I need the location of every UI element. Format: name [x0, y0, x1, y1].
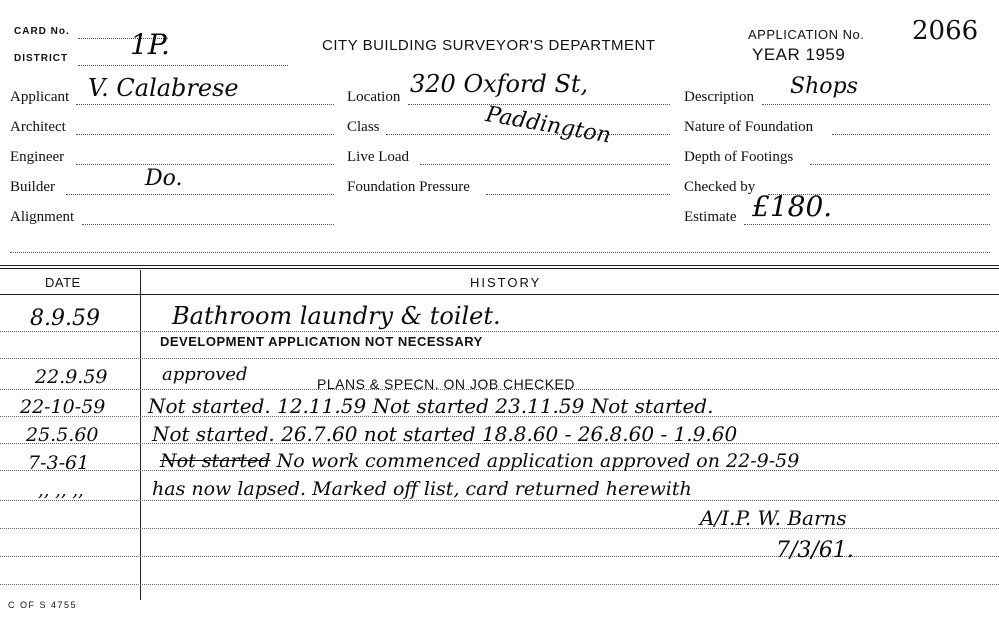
district-value: 1P.	[130, 28, 170, 61]
application-no-label: APPLICATION No.	[748, 27, 865, 42]
row-rule	[0, 500, 999, 501]
blank-line	[10, 252, 990, 253]
date-column-divider	[140, 270, 141, 600]
signature: A/I.P. W. Barns	[700, 506, 847, 530]
history-date: 8.9.59	[30, 306, 100, 331]
class-label: Class	[347, 119, 380, 135]
history-column-header: HISTORY	[470, 275, 542, 290]
row-rule	[0, 528, 999, 529]
nature-of-foundation-line	[832, 134, 990, 135]
architect-line	[76, 134, 334, 135]
history-entry: Not started. 26.7.60 not started 18.8.60 - 26.8.60 - 1.9.60	[152, 422, 738, 446]
builder-line	[66, 194, 334, 195]
history-entry: No work commenced application approved on 22-9-59	[270, 450, 800, 472]
section-divider	[0, 265, 999, 266]
checked-by-label: Checked by	[684, 179, 756, 195]
history-struck-text: Not started	[160, 450, 271, 472]
location-value-line2: Paddington	[483, 102, 613, 149]
engineer-label: Engineer	[10, 149, 65, 165]
estimate-value: £180.	[752, 190, 833, 223]
location-label: Location	[347, 89, 401, 105]
estimate-line	[744, 224, 990, 225]
date-column-header: DATE	[45, 275, 81, 290]
history-date: 22-10-59	[20, 396, 106, 418]
alignment-label: Alignment	[10, 209, 75, 225]
depth-of-footings-line	[810, 164, 990, 165]
signature-date: 7/3/61.	[776, 538, 854, 563]
class-line	[386, 134, 670, 135]
nature-of-foundation-label: Nature of Foundation	[684, 119, 814, 135]
history-date: 22.9.59	[35, 366, 108, 388]
header-underline	[0, 294, 999, 295]
department-title: CITY BUILDING SURVEYOR'S DEPARTMENT	[322, 37, 656, 54]
estimate-label: Estimate	[684, 209, 737, 225]
section-divider-secondary	[0, 268, 999, 269]
location-value-line1: 320 Oxford St,	[410, 70, 589, 98]
applicant-value: V. Calabrese	[88, 74, 239, 102]
district-label: DISTRICT	[14, 53, 69, 64]
card-no-label: CARD No.	[14, 26, 70, 37]
row-rule	[0, 331, 999, 332]
history-date: 7-3-61	[28, 452, 90, 474]
builder-value: Do.	[145, 166, 183, 191]
description-line	[762, 104, 990, 105]
form-code: C OF S 4755	[8, 600, 78, 610]
history-entry: approved	[162, 364, 248, 385]
applicant-label: Applicant	[10, 89, 70, 105]
year-label: YEAR 1959	[752, 45, 846, 64]
description-label: Description	[684, 89, 754, 105]
history-entry: Not started. 12.11.59 Not started 23.11.59 Not started.	[148, 394, 714, 418]
history-entry: has now lapsed. Marked off list, card returned herewith	[152, 478, 692, 500]
builder-label: Builder	[10, 179, 55, 195]
architect-label: Architect	[10, 119, 66, 135]
application-number: 2066	[912, 16, 979, 46]
live-load-line	[420, 164, 670, 165]
foundation-pressure-line	[486, 194, 670, 195]
history-stamp: PLANS & SPECN. ON JOB CHECKED	[317, 376, 576, 392]
foundation-pressure-label: Foundation Pressure	[347, 179, 470, 195]
description-value: Shops	[790, 74, 858, 99]
row-rule	[0, 584, 999, 585]
live-load-label: Live Load	[347, 149, 410, 165]
row-rule	[0, 358, 999, 359]
history-entry-row	[160, 450, 799, 472]
alignment-line	[82, 224, 334, 225]
district-line	[78, 65, 288, 66]
history-stamp: DEVELOPMENT APPLICATION NOT NECESSARY	[160, 334, 483, 349]
engineer-line	[76, 164, 334, 165]
history-date: 25.5.60	[26, 424, 99, 446]
location-line	[408, 104, 670, 105]
history-date-ditto: ,, ,, ,,	[38, 480, 84, 501]
history-entry: Bathroom laundry & toilet.	[172, 302, 501, 330]
depth-of-footings-label: Depth of Footings	[684, 149, 794, 165]
applicant-line	[76, 104, 334, 105]
